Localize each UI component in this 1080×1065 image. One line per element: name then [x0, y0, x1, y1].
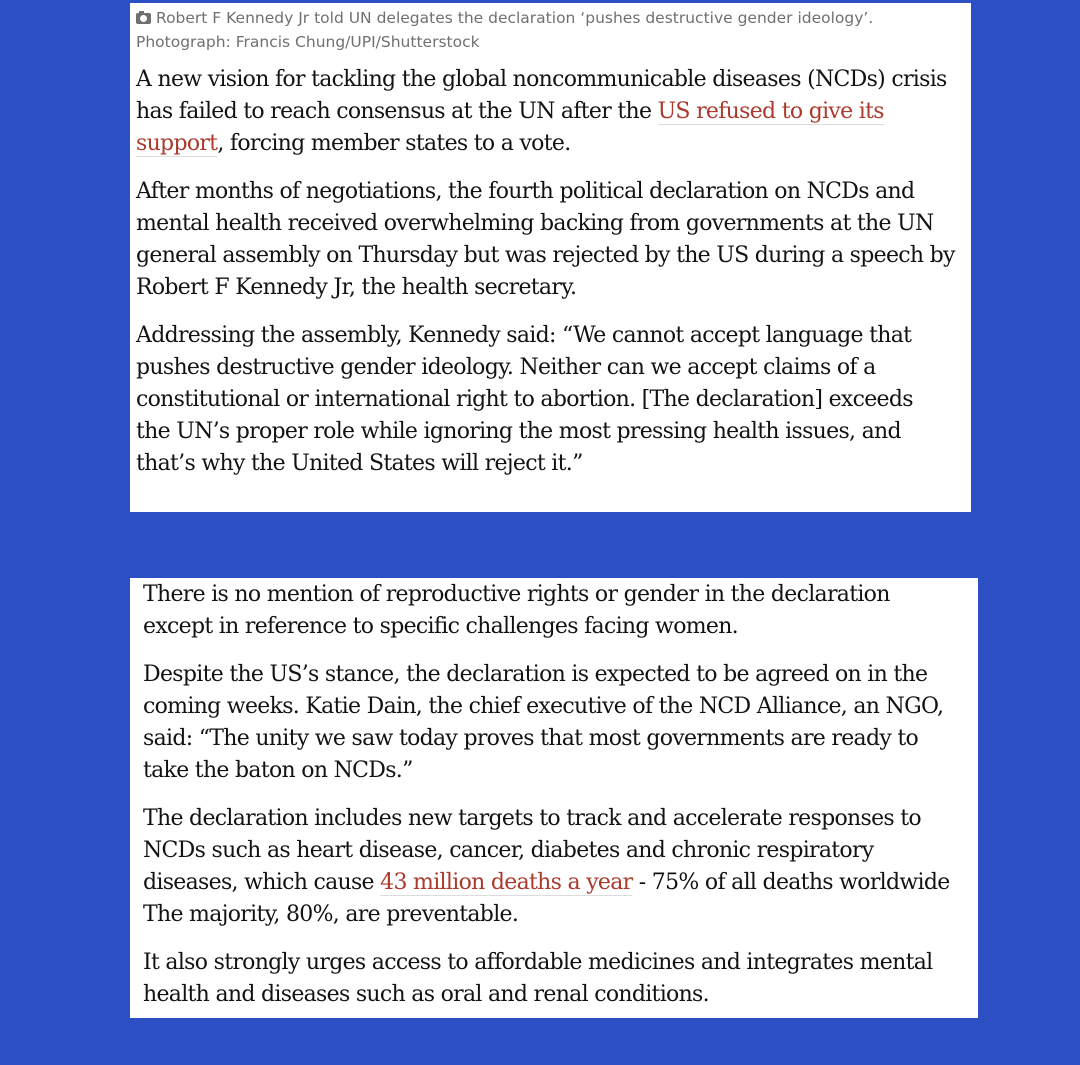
text-line: Despite the US’s stance, the declaration is expected to be agreed on in the: [143, 662, 928, 687]
text-line: constitutional or international right to abortion. [The declaration] exceeds: [136, 387, 913, 412]
paragraph-consensus: [136, 64, 971, 160]
text-line: A new vision for tackling the global noncommunicable diseases (NCDs) crisis: [136, 67, 947, 92]
article-excerpt-top: [130, 3, 971, 512]
caption-text: Robert F Kennedy Jr told UN delegates the declaration ‘pushes destructive gender ideology’.: [156, 9, 874, 27]
text-fragment: diseases, which cause: [143, 870, 381, 895]
text-line: Robert F Kennedy Jr, the health secretary.: [136, 275, 577, 300]
text-line: coming weeks. Katie Dain, the chief executive of the NCD Alliance, an NGO,: [143, 694, 944, 719]
text-line: It also strongly urges access to affordable medicines and integrates mental: [143, 950, 933, 975]
text-line: said: “The unity we saw today proves that most governments are ready to: [143, 726, 919, 751]
caption-line: [136, 6, 971, 30]
text-line: After months of negotiations, the fourth political declaration on NCDs and: [136, 179, 915, 204]
text-line: [136, 96, 971, 128]
text-line: pushes destructive gender ideology. Neither can we accept claims of a: [136, 355, 876, 380]
us-refused-link[interactable]: US refused to give its: [657, 99, 884, 124]
photo-credit: Photograph: Francis Chung/UPI/Shutterstock: [136, 33, 480, 51]
text-fragment: has failed to reach consensus at the UN after the: [136, 99, 658, 124]
text-line: take the baton on NCDs.”: [143, 758, 413, 783]
paragraph-despite-stance: [143, 659, 978, 787]
text-line: health and diseases such as oral and renal conditions.: [143, 982, 709, 1007]
text-fragment: - 75% of all deaths worldwide: [632, 870, 950, 895]
paragraph-kennedy-quote: [136, 320, 971, 480]
us-refused-link-continued[interactable]: support: [136, 131, 218, 156]
deaths-per-year-link[interactable]: 43 million deaths a year: [380, 870, 633, 895]
text-line: that’s why the United States will reject it.”: [136, 451, 583, 476]
text-line: general assembly on Thursday but was rejected by the US during a speech by: [136, 243, 955, 268]
paragraph-negotiations: [136, 176, 971, 304]
paragraph-new-targets: [143, 803, 978, 931]
article-excerpt-bottom: [130, 578, 978, 1018]
text-line: NCDs such as heart disease, cancer, diabetes and chronic respiratory: [143, 838, 874, 863]
text-line: Addressing the assembly, Kennedy said: “We cannot accept language that: [136, 323, 912, 348]
text-line: except in reference to specific challenges facing women.: [143, 614, 738, 639]
text-line: [136, 128, 971, 160]
text-line: [143, 867, 978, 899]
photo-caption: [136, 6, 971, 54]
text-fragment: , forcing member states to a vote.: [217, 131, 571, 156]
paragraph-no-mention: [143, 579, 978, 643]
camera-icon: [136, 13, 151, 24]
text-line: There is no mention of reproductive rights or gender in the declaration: [143, 582, 890, 607]
text-line: The majority, 80%, are preventable.: [143, 902, 519, 927]
text-line: The declaration includes new targets to track and accelerate responses to: [143, 806, 921, 831]
paragraph-access-medicines: [143, 947, 978, 1011]
text-line: the UN’s proper role while ignoring the most pressing health issues, and: [136, 419, 901, 444]
text-line: mental health received overwhelming backing from governments at the UN: [136, 211, 934, 236]
